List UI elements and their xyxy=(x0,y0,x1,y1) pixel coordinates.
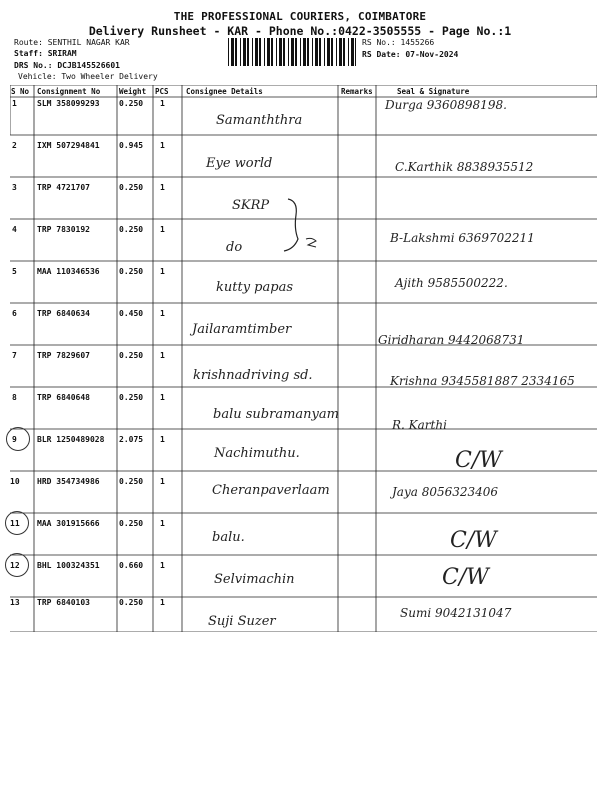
route-label: Route: SENTHIL NAGAR KAR xyxy=(14,38,130,47)
row-pcs: 1 xyxy=(160,99,165,108)
barcode-bar xyxy=(276,38,277,66)
barcode-bar xyxy=(271,38,273,66)
row-sno: 1 xyxy=(12,99,17,108)
row-number-circle xyxy=(5,553,29,577)
row-sno-circled: 12 xyxy=(10,561,20,570)
barcode-bar xyxy=(355,38,356,66)
barcode-bar xyxy=(312,38,313,66)
row-pcs: 1 xyxy=(160,598,165,607)
row-sno: 7 xyxy=(12,351,17,360)
column-header-sno: S No xyxy=(11,87,30,96)
column-header-weight: Weight xyxy=(119,87,147,96)
column-header-remarks: Remarks xyxy=(341,87,373,96)
row-signature-handwritten: Sumi 9042131047 xyxy=(400,606,512,620)
barcode-bar xyxy=(267,38,270,66)
row-sno: 3 xyxy=(12,183,17,192)
barcode-bar xyxy=(295,38,297,66)
row-weight: 0.945 xyxy=(119,141,144,150)
row-number-circle xyxy=(6,427,30,451)
barcode-image xyxy=(228,38,356,66)
row-signature-handwritten: C/W xyxy=(450,528,497,553)
row-consignment-no: BHL 100324351 xyxy=(37,561,100,570)
barcode-bar xyxy=(324,38,325,66)
barcode-bar xyxy=(351,38,354,66)
row-weight: 0.450 xyxy=(119,309,144,318)
row-consignee-handwritten: balu. xyxy=(212,530,245,545)
column-header-consignment: Consignment No xyxy=(37,87,101,96)
row-consignment-no: TRP 7830192 xyxy=(37,225,90,234)
drs-number: DRS No.: DCJB145526601 xyxy=(14,61,120,70)
barcode-bar xyxy=(255,38,258,66)
row-sno: 10 xyxy=(10,477,20,486)
row-signature-handwritten: Ajith 9585500222. xyxy=(395,276,508,290)
row-consignee-handwritten: Suji Suzer xyxy=(208,614,276,629)
row-sno: 13 xyxy=(10,598,20,607)
vehicle-label: Vehicle: Two Wheeler Delivery xyxy=(18,72,158,81)
row-consignment-no: BLR 1250489028 xyxy=(37,435,105,444)
row-weight: 0.250 xyxy=(119,267,144,276)
row-signature-handwritten: C/W xyxy=(442,565,489,590)
row-pcs: 1 xyxy=(160,309,165,318)
row-sno: 2 xyxy=(12,141,17,150)
row-consignee-handwritten: do xyxy=(226,240,243,255)
row-pcs: 1 xyxy=(160,141,165,150)
row-consignee-handwritten: Jailaramtimber xyxy=(192,322,292,337)
row-consignee-handwritten: kutty papas xyxy=(216,280,293,295)
row-weight: 2.075 xyxy=(119,435,144,444)
row-number-circle xyxy=(5,511,29,535)
barcode-bar xyxy=(303,38,306,66)
row-pcs: 1 xyxy=(160,561,165,570)
barcode-bar xyxy=(288,38,289,66)
row-consignment-no: TRP 7829607 xyxy=(37,351,90,360)
barcode-bar xyxy=(319,38,321,66)
row-signature-handwritten: Durga 9360898198. xyxy=(385,98,507,112)
row-consignment-no: MAA 110346536 xyxy=(37,267,100,276)
barcode-bar xyxy=(231,38,234,66)
barcode-bar xyxy=(259,38,261,66)
row-sno-circled: 9 xyxy=(12,435,17,444)
row-weight: 0.250 xyxy=(119,519,144,528)
row-weight: 0.250 xyxy=(119,351,144,360)
ditto-bracket-mark xyxy=(280,195,320,255)
row-signature-handwritten: C.Karthik 8838935512 xyxy=(395,160,534,174)
barcode-bar xyxy=(348,38,349,66)
row-sno: 4 xyxy=(12,225,17,234)
row-signature-handwritten: R. Karthi xyxy=(392,418,447,432)
row-signature-handwritten: Jaya 8056323406 xyxy=(392,485,499,499)
row-weight: 0.250 xyxy=(119,183,144,192)
staff-label: Staff: SRIRAM xyxy=(14,49,77,58)
column-header-signature: Seal & Signature xyxy=(397,87,470,96)
row-weight: 0.250 xyxy=(119,225,144,234)
row-signature-handwritten: C/W xyxy=(455,448,502,473)
row-pcs: 1 xyxy=(160,477,165,486)
barcode-bar xyxy=(331,38,333,66)
row-pcs: 1 xyxy=(160,351,165,360)
row-consignment-no: MAA 301915666 xyxy=(37,519,100,528)
row-pcs: 1 xyxy=(160,183,165,192)
column-header-consignee: Consignee Details xyxy=(186,87,263,96)
barcode-bar xyxy=(252,38,253,66)
row-sno: 8 xyxy=(12,393,17,402)
runsheet-title: THE PROFESSIONAL COURIERS, COIMBATORE xyxy=(173,10,427,23)
row-consignee-handwritten: SKRP xyxy=(232,198,270,213)
row-signature-handwritten: Giridharan 9442068731 xyxy=(378,333,525,347)
row-sno: 5 xyxy=(12,267,17,276)
row-pcs: 1 xyxy=(160,393,165,402)
barcode-bar xyxy=(339,38,342,66)
barcode-bar xyxy=(300,38,301,66)
rs-number: RS No.: 1455266 xyxy=(362,38,435,47)
row-consignee-handwritten: krishnadriving sd. xyxy=(193,368,313,383)
row-consignee-handwritten: Samanththra xyxy=(216,113,303,128)
barcode-bar xyxy=(336,38,337,66)
row-weight: 0.250 xyxy=(119,598,144,607)
row-sno-circled: 11 xyxy=(10,519,20,528)
barcode-bar xyxy=(240,38,241,66)
row-pcs: 1 xyxy=(160,267,165,276)
row-weight: 0.660 xyxy=(119,561,144,570)
row-consignee-handwritten: balu subramanyam xyxy=(213,407,339,422)
barcode-bar xyxy=(283,38,285,66)
column-header-pcs: PCS xyxy=(155,87,169,96)
row-consignment-no: TRP 6840648 xyxy=(37,393,90,402)
row-consignment-no: HRD 354734986 xyxy=(37,477,100,486)
row-consignee-handwritten: Cheranpaverlaam xyxy=(212,483,330,498)
barcode-bar xyxy=(343,38,345,66)
row-sno: 6 xyxy=(12,309,17,318)
barcode-bar xyxy=(327,38,330,66)
row-signature-handwritten: B-Lakshmi 6369702211 xyxy=(390,231,535,245)
row-pcs: 1 xyxy=(160,519,165,528)
barcode-bar xyxy=(228,38,229,66)
barcode-bar xyxy=(307,38,309,66)
row-weight: 0.250 xyxy=(119,477,144,486)
barcode-bar xyxy=(264,38,265,66)
barcode-bar xyxy=(243,38,246,66)
rs-date: RS Date: 07-Nov-2024 xyxy=(362,50,459,59)
row-consignment-no: TRP 6840103 xyxy=(37,598,90,607)
runsheet-subtitle: Delivery Runsheet - KAR - Phone No.:0422-3505555 - Page No.:1 xyxy=(88,24,512,38)
row-consignee-handwritten: Eye world xyxy=(206,156,273,171)
row-consignment-no: TRP 4721707 xyxy=(37,183,90,192)
barcode-bar xyxy=(291,38,294,66)
barcode-bar xyxy=(235,38,237,66)
row-pcs: 1 xyxy=(160,435,165,444)
row-weight: 0.250 xyxy=(119,393,144,402)
barcode-bar xyxy=(279,38,282,66)
row-weight: 0.250 xyxy=(119,99,144,108)
row-consignment-no: IXM 507294841 xyxy=(37,141,100,150)
row-pcs: 1 xyxy=(160,225,165,234)
row-consignment-no: TRP 6840634 xyxy=(37,309,90,318)
row-consignment-no: SLM 358099293 xyxy=(37,99,100,108)
row-consignee-handwritten: Selvimachin xyxy=(214,572,295,587)
row-signature-handwritten: Krishna 9345581887 2334165 xyxy=(390,374,575,388)
row-consignee-handwritten: Nachimuthu. xyxy=(214,446,300,461)
barcode-bar xyxy=(315,38,318,66)
barcode-bar xyxy=(247,38,249,66)
